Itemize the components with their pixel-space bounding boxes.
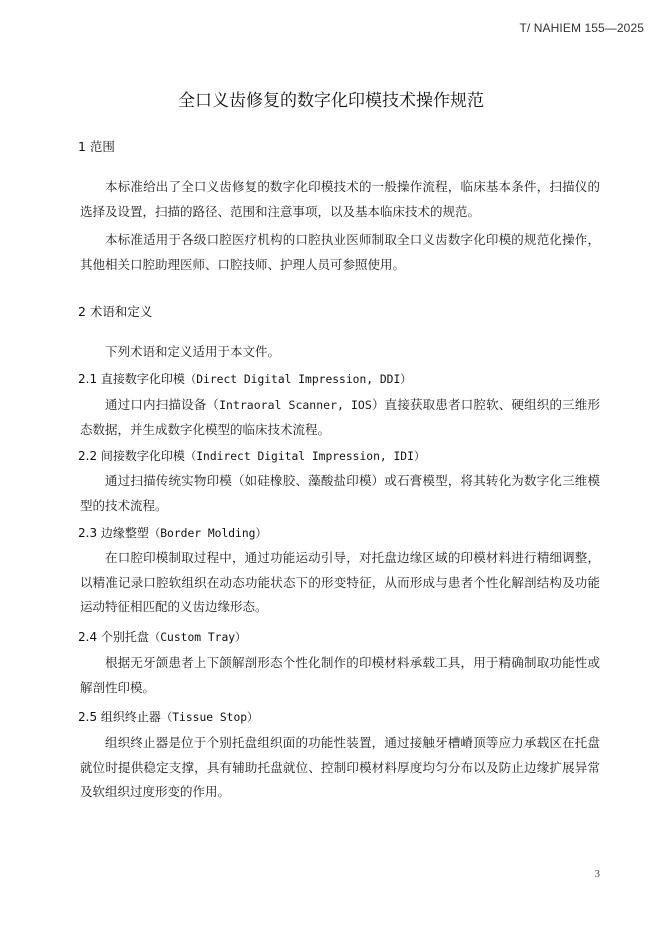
term-number: 2.5 (78, 710, 98, 724)
term-name-en: （Tissue Stop） (160, 711, 259, 724)
term-name-en: （Custom Tray） (148, 631, 247, 644)
term-name-cn: 组织终止器 (100, 710, 161, 724)
term-name-en: （Indirect Digital Impression, IDI） (184, 450, 426, 463)
term-number: 2.1 (78, 372, 98, 386)
term-2-1-definition (80, 393, 600, 442)
term-name-cn: 个别托盘 (100, 630, 149, 644)
document-title: 全口义齿修复的数字化印模技术操作规范 (178, 91, 484, 111)
section-1-heading: 1 范围 (78, 139, 115, 154)
term-number: 2.4 (78, 630, 98, 644)
definition-text: ）直接获取患者口腔软、硬组织的三维形态数据，并生成数字化模型的临床技术流程。 (80, 397, 600, 437)
term-number: 2.2 (78, 449, 98, 463)
term-2-4-heading (78, 628, 246, 645)
term-name-cn: 边缘整塑 (100, 526, 149, 540)
term-name-cn: 直接数字化印模 (100, 372, 185, 386)
term-name-en: （Direct Digital Impression, DDI） (184, 373, 412, 386)
scope-paragraph-2: 本标准适用于各级口腔医疗机构的口腔执业医师制取全口义齿数字化印模的规范化操作，其他相关口腔助理医师、口腔技师、护理人员可参照使用。 (80, 232, 600, 272)
term-2-4-definition: 根据无牙颌患者上下颌解剖形态个性化制作的印模材料承载工具，用于精确制取功能性或解剖性印模。 (80, 655, 600, 695)
term-name-cn: 间接数字化印模 (100, 449, 185, 463)
term-2-3-heading (78, 524, 267, 541)
standard-code: T/ NAHIEM 155—2025 (519, 21, 644, 35)
term-2-2-heading (78, 447, 425, 464)
term-2-2-definition: 通过扫描传统实物印模（如硅橡胶、藻酸盐印模）或石膏模型，将其转化为数字化三维模型的技术流程。 (80, 473, 600, 513)
definition-abbrev: Intraoral Scanner, IOS (219, 398, 372, 412)
term-2-3-definition: 在口腔印模制取过程中，通过功能运动引导，对托盘边缘区域的印模材料进行精细调整，以精准记录口腔软组织在动态功能状态下的形变特征，从而形成与患者个性化解剖结构及功能运动特征相匹配的义齿边缘形态。 (80, 550, 600, 614)
term-number: 2.3 (78, 526, 98, 540)
page-number: 3 (594, 868, 600, 880)
terms-intro-paragraph: 下列术语和定义适用于本文件。 (105, 344, 281, 359)
term-2-5-heading (78, 708, 258, 725)
scope-paragraph-1: 本标准给出了全口义齿修复的数字化印模技术的一般操作流程，临床基本条件，扫描仪的选择及设置，扫描的路径、范围和注意事项，以及基本临床技术的规范。 (80, 179, 600, 219)
section-2-heading: 2 术语和定义 (78, 304, 153, 319)
term-name-en: （Border Molding） (148, 527, 267, 540)
term-2-1-heading (78, 370, 412, 387)
term-2-5-definition: 组织终止器是位于个别托盘组织面的功能性装置，通过接触牙槽嵴顶等应力承载区在托盘就位时提供稳定支撑，具有辅助托盘就位、控制印模材料厚度均匀分布以及防止边缘扩展异常及软组织过度形变的作用。 (80, 735, 600, 799)
definition-text: 通过口内扫描设备（ (105, 397, 220, 412)
